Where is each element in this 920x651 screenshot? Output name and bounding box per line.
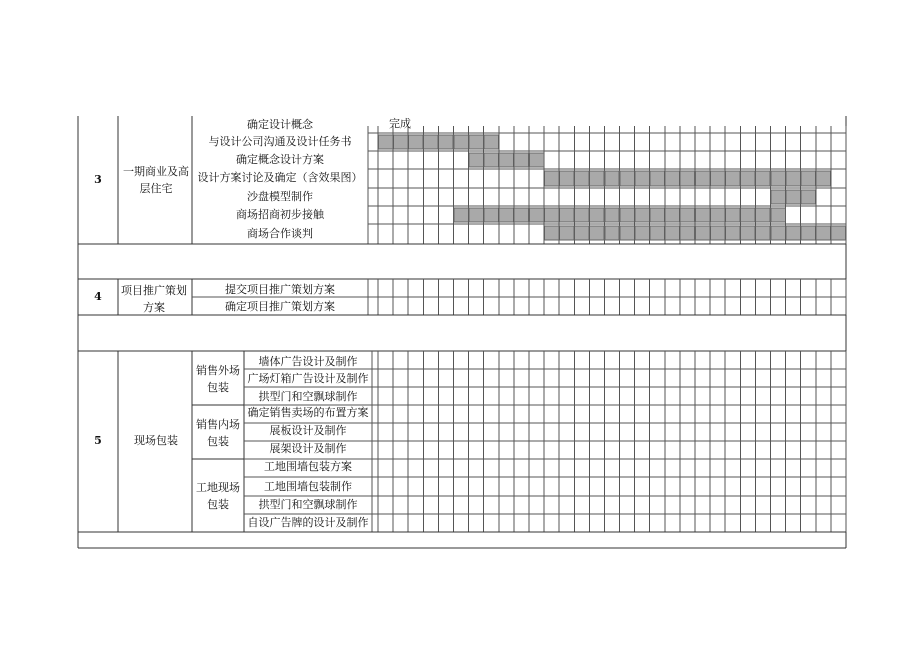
section-category-3: 一期商业及高层住宅	[123, 165, 189, 195]
task-label: 工地围墙包装方案	[264, 460, 352, 473]
gantt-bar-cell	[650, 226, 664, 240]
gantt-bar-cell	[665, 208, 679, 222]
gantt-bar-cell	[741, 208, 755, 222]
task-label: 与设计公司沟通及设计任务书	[208, 135, 352, 148]
task-label: 拱型门和空飘球制作	[258, 498, 358, 511]
gantt-bar-cell	[605, 208, 619, 222]
group-name: 工地现场包装	[196, 481, 240, 511]
gantt-bar-cell	[560, 171, 574, 186]
gantt-bar-cell	[680, 226, 694, 240]
gantt-bar-cell	[394, 135, 408, 149]
gantt-bar-cell	[454, 135, 468, 149]
gantt-bar-cell	[484, 135, 498, 149]
gantt-bar-cell	[756, 171, 770, 186]
gantt-bar-cell	[771, 208, 785, 222]
gantt-bar-cell	[711, 208, 725, 222]
gantt-bar-cell	[469, 153, 483, 167]
gantt-bar-cell	[469, 135, 483, 149]
gantt-bar-cell	[635, 208, 649, 222]
gantt-bar-cell	[590, 171, 604, 186]
gantt-bar-cell	[379, 135, 393, 149]
gantt-bar-cell	[756, 208, 770, 222]
gantt-bar-cell	[831, 226, 845, 240]
gantt-bar-cell	[545, 208, 559, 222]
gantt-bar-cell	[635, 226, 649, 240]
gantt-bar-cell	[514, 153, 528, 167]
status-label: 完成	[389, 117, 411, 130]
task-label: 墙体广告设计及制作	[258, 355, 358, 368]
gantt-bar-cell	[590, 226, 604, 240]
task-label: 确定销售卖场的布置方案	[247, 406, 369, 419]
gantt-bar-cell	[560, 226, 574, 240]
gantt-bar-cell	[635, 171, 649, 186]
gantt-bar-cell	[575, 171, 589, 186]
gantt-bar-cell	[816, 226, 830, 240]
task-label: 商场招商初步接触	[236, 208, 324, 221]
gantt-bar-cell	[560, 208, 574, 222]
gantt-bar-cell	[424, 135, 438, 149]
gantt-bar-cell	[529, 208, 543, 222]
group-name: 销售外场包装	[196, 364, 240, 394]
gantt-bar-cell	[620, 226, 634, 240]
gantt-bar-cell	[469, 208, 483, 222]
gantt-bar-cell	[786, 190, 800, 204]
task-label: 广场灯箱广告设计及制作	[247, 372, 369, 385]
task-label: 确定项目推广策划方案	[225, 300, 335, 313]
gantt-bar-cell	[786, 171, 800, 186]
task-label: 商场合作谈判	[247, 227, 313, 240]
task-label: 确定概念设计方案	[236, 153, 324, 166]
gantt-bar-cell	[726, 208, 740, 222]
gantt-bar-cell	[605, 171, 619, 186]
gantt-bar-cell	[771, 226, 785, 240]
gantt-bar-cell	[696, 226, 710, 240]
gantt-bar-cell	[711, 171, 725, 186]
gantt-bar-cell	[409, 135, 423, 149]
task-label: 设计方案讨论及确定（含效果图）	[197, 171, 363, 184]
gantt-bar-cell	[741, 226, 755, 240]
gantt-bar-cell	[545, 226, 559, 240]
gantt-bar-cell	[484, 208, 498, 222]
gantt-bar-cell	[454, 208, 468, 222]
gantt-bar-cell	[499, 153, 513, 167]
task-label: 沙盘模型制作	[247, 190, 313, 203]
gantt-bar-cell	[816, 171, 830, 186]
task-label: 展架设计及制作	[269, 442, 347, 455]
gantt-bar-cell	[771, 171, 785, 186]
gantt-bar-cell	[575, 208, 589, 222]
gantt-bar-cell	[545, 171, 559, 186]
gantt-bar-cell	[439, 135, 453, 149]
task-label: 确定设计概念	[247, 118, 313, 131]
gantt-bar-cell	[741, 171, 755, 186]
gantt-bar-cell	[680, 208, 694, 222]
gantt-bar-cell	[665, 226, 679, 240]
gantt-bar-cell	[696, 171, 710, 186]
gantt-bar-cell	[726, 226, 740, 240]
gantt-bar-cell	[665, 171, 679, 186]
gantt-bar-cell	[514, 208, 528, 222]
task-label: 拱型门和空飘球制作	[258, 390, 358, 403]
gantt-bar-cell	[726, 171, 740, 186]
gantt-bar-cell	[620, 171, 634, 186]
gantt-bar-cell	[499, 208, 513, 222]
gantt-bar-cell	[575, 226, 589, 240]
task-label: 自设广告牌的设计及制作	[247, 516, 369, 529]
gantt-bar-cell	[801, 226, 815, 240]
section-category-5: 现场包装	[134, 434, 178, 447]
section-number-4: 4	[94, 290, 102, 303]
gantt-bar-cell	[650, 171, 664, 186]
task-label: 展板设计及制作	[269, 424, 347, 437]
section-category-4: 项目推广策划方案	[121, 284, 187, 314]
gantt-bar-cell	[484, 153, 498, 167]
gantt-bar-cell	[605, 226, 619, 240]
section-number-5: 5	[94, 434, 102, 447]
gantt-bar-cell	[680, 171, 694, 186]
gantt-bar-cell	[620, 208, 634, 222]
gantt-bar-cell	[801, 190, 815, 204]
gantt-bar-cell	[529, 153, 543, 167]
task-label: 提交项目推广策划方案	[225, 283, 335, 296]
section-number-3: 3	[94, 173, 102, 186]
gantt-bar-cell	[696, 208, 710, 222]
gantt-bar-cell	[650, 208, 664, 222]
gantt-bar-cell	[590, 208, 604, 222]
gantt-bar-cell	[771, 190, 785, 204]
gantt-bar-cell	[801, 171, 815, 186]
task-label: 工地围墙包装制作	[264, 480, 352, 493]
gantt-bar-cell	[786, 226, 800, 240]
gantt-bar-cell	[711, 226, 725, 240]
gantt-bar-cell	[756, 226, 770, 240]
group-name: 销售内场包装	[196, 418, 240, 448]
